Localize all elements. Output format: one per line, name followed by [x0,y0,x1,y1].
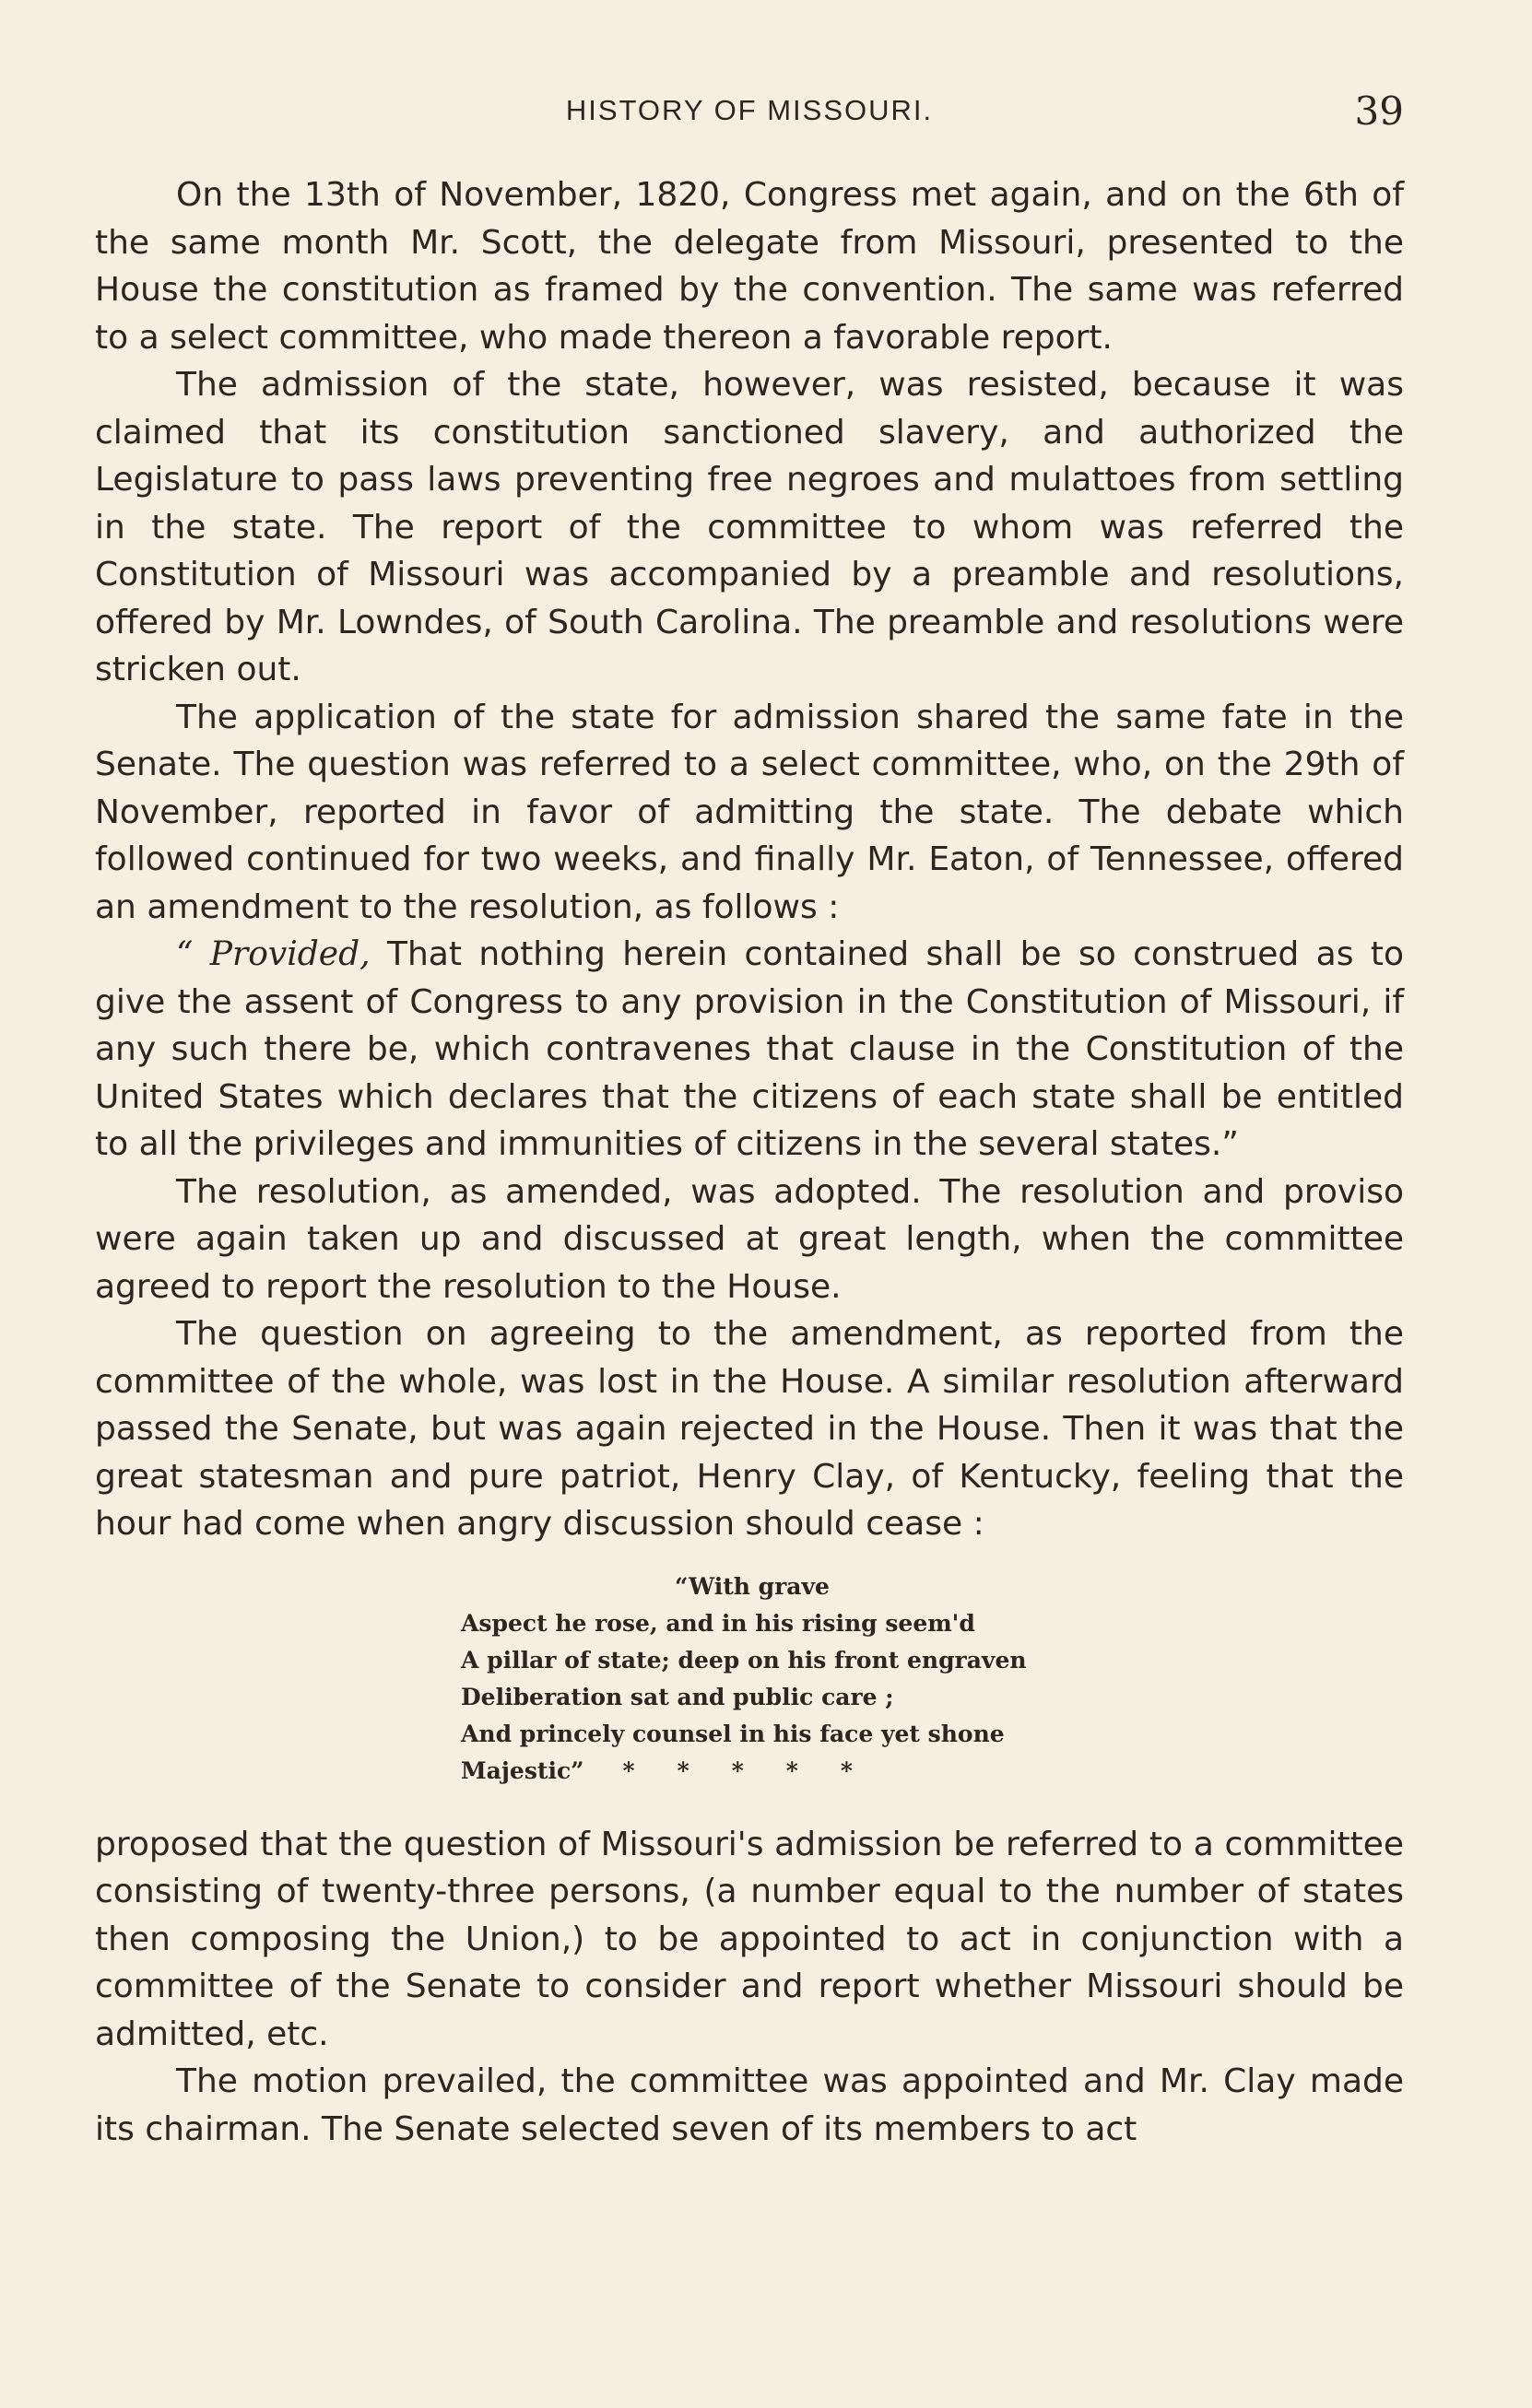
paragraph: The application of the state for admission shared the same fate in the Senate. The question was referred to a select committee, who, on the 29th of November, reported in favor of admitting the state. The debate which followed continued for two weeks, and finally Mr. Eaton, of Tennessee, offered an amendment to the resolution, as follows : [95,698,1404,926]
proviso-text: That nothing herein contained shall be so construed as to give the assent of Congress to any provision in the Constitution of Missouri, if any such there be, which contravenes that clause in the Constitution of the United States which declares that the citizens of each state shall be entitled to all the privileges and immunities of citizens in the several states.” [95,935,1404,1163]
poem-quote [461,1568,1404,1790]
quote-line: A pillar of state; deep on his front engraven [461,1646,1027,1674]
quote-line: Aspect he rose, and in his rising seem'd [461,1609,975,1637]
quote-line: Majestic” [461,1756,584,1784]
running-title: HISTORY OF MISSOURI. [565,94,934,126]
quote-line: And princely counsel in his face yet shone [461,1720,1005,1747]
paragraph: The question on agreeing to the amendment, as reported from the committee of the whole, was lost in the House. A similar resolution afterward passed the Senate, but was again rejected in the House. Then it was that the great statesman and pure patriot, Henry Clay, of Kentucky, feeling that the hour had come when angry discussion should cease : [95,1315,1404,1543]
paragraph: The resolution, as amended, was adopted. The resolution and proviso were again taken up and discussed at great length, when the committee agreed to report the resolution to the House. [95,1172,1404,1306]
paragraph: proposed that the question of Missouri's admission be referred to a committee consisting of twenty-three persons, (a number equal to the number of states then composing the Union,) to be appointed to act in conjunction with a committee of the Senate to consider and report whether Missouri should be admitted, etc. [95,1825,1404,2053]
quote-line: “With grave [675,1572,830,1600]
quote-line: Deliberation sat and public care ; [461,1683,894,1710]
page-number: 39 [1354,88,1404,134]
quote-line-last [461,1753,1404,1790]
paragraph: The admission of the state, however, was resisted, because it was claimed that its constitution sanctioned slavery, and authorized the Legislature to pass laws preventing free negroes and mulattoes from settling in the state. The report of the committee to whom was referred the Constitution of Missouri was accompanied by a preamble and resolutions, offered by Mr. Lowndes, of South Carolina. The preamble and resolutions were stricken out. [95,366,1404,688]
paragraph: The motion prevailed, the committee was appointed and Mr. Clay made its chairman. The Senate selected seven of its members to act [95,2062,1404,2148]
body-text [95,171,1404,2153]
proviso-paragraph [95,931,1404,1169]
ellipsis-stars: ***** [622,1756,895,1784]
running-head [95,88,1404,135]
paragraph: On the 13th of November, 1820, Congress met again, and on the 6th of the same month Mr. Scott, the delegate from Missouri, presented to the House the constitution as framed by the convention. The same was referred to a select committee, who made thereon a favorable report. [95,176,1404,357]
proviso-lead: “ Provided, [176,935,371,973]
